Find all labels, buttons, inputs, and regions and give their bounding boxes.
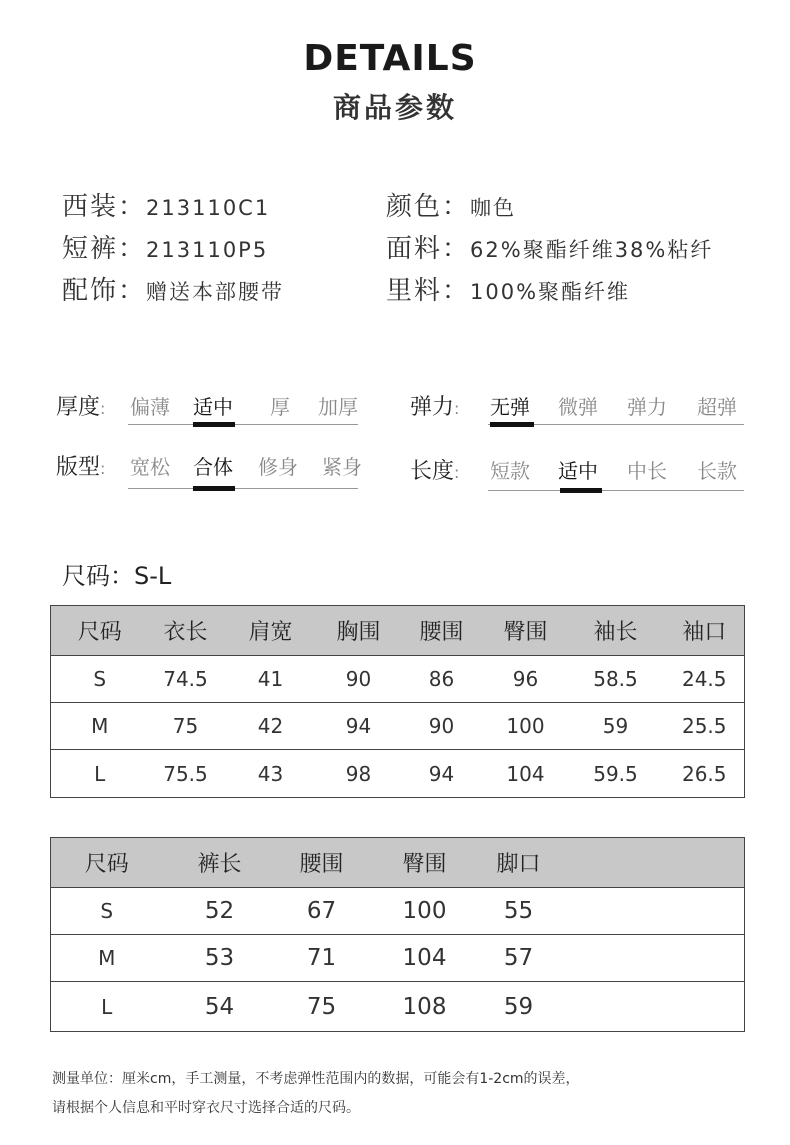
table-cell: 67 xyxy=(306,898,337,924)
attr-label-fit: 版型: xyxy=(56,455,106,480)
table-cell: S xyxy=(93,667,107,691)
option-length-0: 短款 xyxy=(490,459,530,483)
option-thickness-0: 偏薄 xyxy=(130,395,170,419)
table-cell: 86 xyxy=(428,667,455,691)
table-cell: M xyxy=(98,946,116,970)
table-header-cell: 脚口 xyxy=(496,852,541,877)
spec-suit xyxy=(62,186,270,223)
spec-value: 100%聚酯纤维 xyxy=(470,280,631,304)
table-row xyxy=(51,888,745,935)
table-header-cell: 尺码 xyxy=(77,620,122,645)
option-length-2: 中长 xyxy=(627,459,667,483)
shorts-size-table xyxy=(50,837,745,1032)
option-length-3: 长款 xyxy=(697,459,737,483)
spec-key: 面料： xyxy=(386,234,471,264)
table-header-cell: 腰围 xyxy=(299,852,344,877)
table-cell-empty xyxy=(555,935,745,982)
spec-accessory xyxy=(62,270,284,307)
table-cell: 94 xyxy=(428,761,455,786)
table-cell: 42 xyxy=(257,714,284,738)
table-cell: 59 xyxy=(602,714,629,738)
spec-key: 配饰： xyxy=(62,276,147,306)
table-header-row xyxy=(51,606,745,656)
table-cell: 52 xyxy=(204,898,235,924)
attr-label-length: 长度: xyxy=(410,459,460,484)
table-row xyxy=(51,935,745,982)
table-cell: 75.5 xyxy=(163,761,208,786)
table-cell: M xyxy=(91,714,109,738)
table-cell: 59 xyxy=(503,993,534,1020)
spec-value: 213110C1 xyxy=(146,196,271,220)
option-elasticity-0: 无弹 xyxy=(490,395,530,419)
page-title-en: DETAILS xyxy=(303,38,477,79)
option-fit-2: 修身 xyxy=(258,455,298,479)
table-cell: 90 xyxy=(428,714,455,738)
table-cell: 100 xyxy=(402,898,447,924)
table-cell: 94 xyxy=(345,714,372,738)
table-cell: 104 xyxy=(506,761,545,786)
table-cell: 25.5 xyxy=(681,714,727,738)
table-cell: 41 xyxy=(257,667,284,691)
table-cell: 104 xyxy=(402,945,447,971)
spec-key: 里料： xyxy=(386,276,471,306)
table-cell: 98 xyxy=(345,761,372,786)
table-cell: S xyxy=(100,899,114,923)
spec-value: 赠送本部腰带 xyxy=(146,280,285,304)
table-header-cell: 臀围 xyxy=(402,852,447,877)
table-header-cell: 衣长 xyxy=(163,620,208,645)
table-cell-empty xyxy=(555,982,745,1032)
option-elasticity-3: 超弹 xyxy=(697,395,737,419)
table-cell: 24.5 xyxy=(681,667,727,691)
table-header-cell: 尺码 xyxy=(84,852,129,877)
spec-color xyxy=(386,186,516,223)
spec-key: 短裤： xyxy=(62,234,147,264)
table-cell-empty xyxy=(555,888,745,935)
spec-shorts xyxy=(62,228,268,265)
table-cell: 74.5 xyxy=(163,667,208,691)
table-cell: 54 xyxy=(204,993,235,1020)
spec-fabric xyxy=(386,228,713,265)
size-advice-note: 请根据个人信息和平时穿衣尺寸选择合适的尺码。 xyxy=(52,1100,360,1116)
scale-line xyxy=(488,490,744,491)
table-header-cell: 腰围 xyxy=(419,620,464,645)
spec-value: 213110P5 xyxy=(146,238,269,262)
spec-key: 颜色： xyxy=(386,192,471,222)
table-header-cell: 肩宽 xyxy=(248,620,293,645)
table-cell: 53 xyxy=(204,945,235,971)
measurement-note: 测量单位：厘米cm，手工测量，不考虑弹性范围内的数据，可能会有1-2cm的误差， xyxy=(52,1071,580,1087)
table-cell: 58.5 xyxy=(593,667,638,691)
attr-label-elasticity: 弹力: xyxy=(410,395,460,420)
option-fit-1: 合体 xyxy=(193,455,233,479)
size-range: 尺码：S-L xyxy=(62,562,172,590)
table-cell: 43 xyxy=(257,761,284,786)
table-cell: L xyxy=(101,994,113,1019)
page-title-cn: 商品参数 xyxy=(332,91,457,124)
table-cell: 71 xyxy=(306,945,337,971)
scale-line xyxy=(128,488,358,489)
table-cell: 96 xyxy=(512,667,539,691)
selected-marker xyxy=(193,422,235,427)
table-header-cell: 胸围 xyxy=(336,620,381,645)
table-header-cell: 袖口 xyxy=(682,620,727,645)
table-header-cell: 臀围 xyxy=(503,620,548,645)
option-thickness-2: 厚 xyxy=(270,395,290,419)
jacket-size-table xyxy=(50,605,745,798)
selected-marker xyxy=(193,486,235,491)
spec-lining xyxy=(386,270,630,307)
table-cell: 26.5 xyxy=(681,761,727,786)
table-cell: 108 xyxy=(402,993,447,1020)
table-header-cell-empty xyxy=(555,838,745,888)
table-cell: 75 xyxy=(172,714,199,738)
table-cell: 100 xyxy=(506,714,545,738)
table-cell: 57 xyxy=(503,945,534,971)
table-cell: 75 xyxy=(306,993,337,1020)
option-thickness-1: 适中 xyxy=(193,395,233,419)
attr-label-thickness: 厚度: xyxy=(56,395,106,420)
option-thickness-3: 加厚 xyxy=(318,395,358,419)
table-header-row xyxy=(51,838,745,888)
table-cell: 59.5 xyxy=(593,761,638,786)
scale-line xyxy=(128,424,358,425)
table-cell: 55 xyxy=(503,898,534,924)
selected-marker xyxy=(490,422,534,427)
table-header-cell: 裤长 xyxy=(197,852,242,877)
table-cell: L xyxy=(94,761,106,786)
table-row xyxy=(51,982,745,1032)
table-header-cell: 袖长 xyxy=(593,620,638,645)
option-elasticity-1: 微弹 xyxy=(558,395,598,419)
spec-key: 西装： xyxy=(62,192,147,222)
selected-marker xyxy=(560,488,602,493)
option-fit-0: 宽松 xyxy=(130,455,170,479)
table-row xyxy=(51,750,745,798)
table-cell: 90 xyxy=(345,667,372,691)
option-elasticity-2: 弹力 xyxy=(627,395,667,419)
spec-value: 62%聚酯纤维38%粘纤 xyxy=(470,238,714,262)
spec-value: 咖色 xyxy=(470,196,517,220)
table-row xyxy=(51,656,745,703)
table-row xyxy=(51,703,745,750)
option-length-1: 适中 xyxy=(558,459,598,483)
option-fit-3: 紧身 xyxy=(322,455,362,479)
